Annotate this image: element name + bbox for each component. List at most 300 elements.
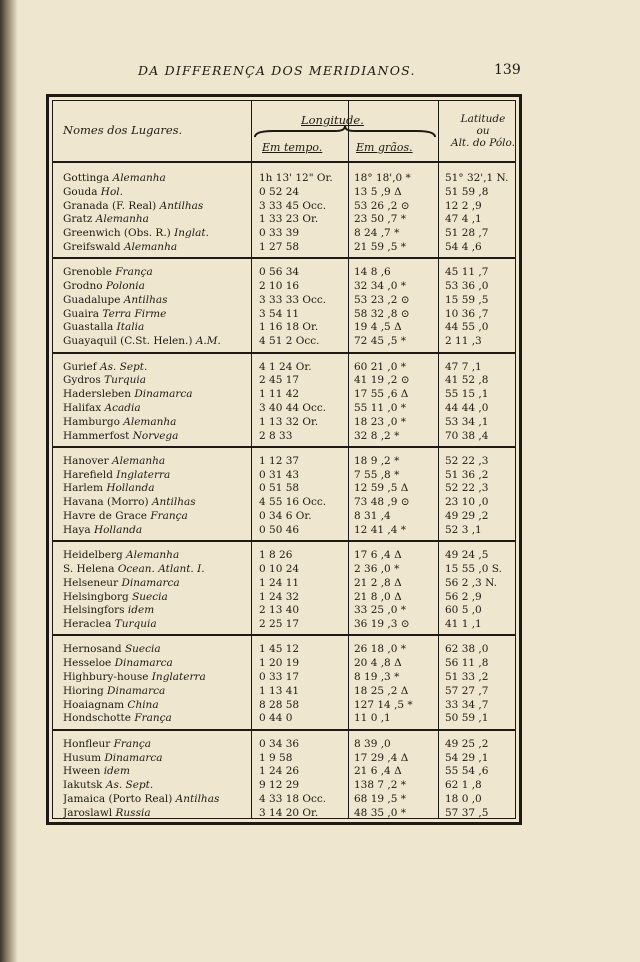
longitude-degrees-cell: 17 6 ,4 Δ <box>354 549 402 562</box>
longitude-degrees-cell: 14 8 ,6 <box>354 266 391 279</box>
longitude-degrees-cell: 36 19 ,3 ⊙ <box>354 618 410 631</box>
table-row <box>53 171 515 185</box>
place-cell <box>63 495 251 509</box>
longitude-degrees-cell: 72 45 ,5 * <box>354 335 407 348</box>
longitude-degrees-cell: 53 26 ,2 ⊙ <box>354 199 410 212</box>
table-row <box>53 212 515 226</box>
place-name: Highbury-house <box>63 671 149 684</box>
longitude-degrees-cell: 12 41 ,4 * <box>354 523 407 536</box>
longitude-degrees-cell: 18 23 ,0 * <box>354 415 407 428</box>
longitude-degrees-cell: 32 34 ,0 * <box>354 280 407 293</box>
place-name: Guastalla <box>63 321 114 334</box>
table-row <box>53 373 515 387</box>
place-region: Alemanha <box>123 415 177 428</box>
longitude-time-cell: 0 51 58 <box>259 482 300 495</box>
row-group <box>53 448 515 542</box>
place-region: França <box>113 737 152 750</box>
longitude-time-cell: 1h 13' 12" Or. <box>259 172 333 184</box>
latitude-cell: 55 15 ,1 <box>445 388 489 401</box>
place-name: Grenoble <box>63 266 112 279</box>
place-region: Alemanha <box>95 213 149 226</box>
latitude-cell: 49 29 ,2 <box>445 510 489 523</box>
table-row <box>53 240 515 254</box>
longitude-degrees-cell: 21 2 ,8 Δ <box>354 576 402 589</box>
table-row <box>53 751 515 765</box>
place-region: As. Sept. <box>105 779 154 792</box>
table-row <box>53 279 515 293</box>
header-latitude-line3: Alt. do Pólo. <box>450 137 515 149</box>
place-name: Hondschotte <box>63 712 131 725</box>
place-cell <box>63 751 251 765</box>
place-cell <box>63 509 251 523</box>
longitude-time-cell: 0 34 36 <box>259 737 300 750</box>
longitude-time-cell: 3 54 11 <box>259 307 300 320</box>
table-row <box>53 523 515 537</box>
longitude-time-cell: 1 20 19 <box>259 657 300 670</box>
longitude-time-cell: 1 16 18 Or. <box>259 321 319 334</box>
place-cell <box>63 320 251 334</box>
place-cell <box>63 334 251 348</box>
longitude-time-cell: 0 52 24 <box>259 185 300 198</box>
longitude-time-cell: 3 40 44 Occ. <box>259 401 327 414</box>
longitude-time-cell: 2 10 16 <box>259 280 300 293</box>
longitude-time-cell: 1 13 32 Or. <box>259 415 319 428</box>
place-region: A.M. <box>195 335 221 348</box>
table-row <box>53 737 515 751</box>
longitude-time-cell: 1 33 23 Or. <box>259 213 319 226</box>
place-cell <box>63 387 251 401</box>
longitude-degrees-cell: 18 25 ,2 Δ <box>354 684 409 697</box>
place-cell <box>63 279 251 293</box>
latitude-cell: 54 4 ,6 <box>445 241 482 253</box>
place-region: Inglaterra <box>116 468 171 481</box>
table-row <box>53 320 515 334</box>
latitude-cell: 56 11 ,8 <box>445 657 489 670</box>
header-rule <box>53 161 515 163</box>
header-latitude-line2: ou <box>476 125 490 137</box>
place-region: China <box>127 698 159 711</box>
longitude-time-cell: 2 45 17 <box>259 374 300 387</box>
latitude-cell: 52 22 ,3 <box>445 482 489 495</box>
place-cell <box>63 603 251 617</box>
place-cell <box>63 373 251 387</box>
table-row <box>53 495 515 509</box>
latitude-cell: 10 36 ,7 <box>445 307 489 320</box>
place-name: Hanover <box>63 454 109 467</box>
latitude-cell: 44 55 ,0 <box>445 321 489 334</box>
longitude-time-cell: 1 9 58 <box>259 751 293 764</box>
place-name: Helsingborg <box>63 590 129 603</box>
table-row <box>53 185 515 199</box>
latitude-cell: 2 11 ,3 <box>445 335 482 348</box>
place-cell <box>63 454 251 468</box>
table-row <box>53 764 515 778</box>
latitude-cell: 23 10 ,0 <box>445 496 489 509</box>
place-name: Hernosand <box>63 643 122 656</box>
place-region: Dinamarca <box>107 684 166 697</box>
longitude-time-cell: 0 10 24 <box>259 562 300 575</box>
latitude-cell: 53 36 ,0 <box>445 280 489 293</box>
row-group <box>53 542 515 636</box>
table-row <box>53 454 515 468</box>
table-row <box>53 307 515 321</box>
header-degrees: Em grãos. <box>356 141 413 154</box>
place-cell <box>63 185 251 199</box>
row-group <box>53 731 515 825</box>
place-region: Inglaterra <box>151 671 206 684</box>
place-name: Havana (Morro) <box>63 496 149 509</box>
latitude-cell: 49 24 ,5 <box>445 549 489 562</box>
place-name: Gratz <box>63 213 93 226</box>
place-region: Ocean. Atlant. I. <box>117 562 205 575</box>
table-row <box>53 792 515 806</box>
table-row <box>53 576 515 590</box>
latitude-cell: 18 0 ,0 <box>445 792 482 805</box>
latitude-cell: 47 7 ,1 <box>445 360 482 373</box>
place-cell <box>63 684 251 698</box>
place-region: Polonia <box>105 280 145 293</box>
table-row <box>53 806 515 820</box>
table-row <box>53 387 515 401</box>
place-name: Hween <box>63 765 101 778</box>
place-region: Turquia <box>104 374 147 387</box>
latitude-cell: 54 29 ,1 <box>445 751 489 764</box>
place-cell <box>63 481 251 495</box>
place-region: Norvega <box>132 429 179 442</box>
table-row <box>53 481 515 495</box>
place-name: Gydros <box>63 374 101 387</box>
longitude-degrees-cell: 68 19 ,5 * <box>354 792 407 805</box>
table-row <box>53 199 515 213</box>
place-name: Heraclea <box>63 618 112 631</box>
longitude-time-cell: 8 28 58 <box>259 698 300 711</box>
place-cell <box>63 617 251 631</box>
header-latitude-line1: Latitude <box>460 113 506 125</box>
longitude-degrees-cell: 53 23 ,2 ⊙ <box>354 293 410 306</box>
place-cell <box>63 265 251 279</box>
page-number: 139 <box>494 62 521 78</box>
table-row <box>53 656 515 670</box>
longitude-time-cell: 4 33 18 Occ. <box>259 792 327 805</box>
longitude-degrees-cell: 48 35 ,0 * <box>354 806 407 819</box>
header-longitude: Longitude. <box>301 113 364 127</box>
place-cell <box>63 656 251 670</box>
longitude-time-cell: 0 56 34 <box>259 266 300 279</box>
longitude-degrees-cell: 21 8 ,0 Δ <box>354 590 402 603</box>
latitude-cell: 45 11 ,7 <box>445 266 489 279</box>
place-cell <box>63 576 251 590</box>
longitude-degrees-cell: 8 24 ,7 * <box>354 227 400 240</box>
latitude-cell: 15 55 ,0 S. <box>445 562 502 575</box>
place-name: S. Helena <box>63 562 115 575</box>
place-cell <box>63 562 251 576</box>
place-cell <box>63 548 251 562</box>
latitude-cell: 53 34 ,1 <box>445 415 489 428</box>
row-group <box>53 165 515 259</box>
longitude-time-cell: 1 13 41 <box>259 684 300 697</box>
place-name: Guayaquil (C.St. Helen.) <box>63 335 193 348</box>
latitude-cell: 57 27 ,7 <box>445 684 489 697</box>
longitude-time-cell: 0 31 43 <box>259 468 300 481</box>
place-name: Helsingfors <box>63 604 125 617</box>
place-name: Iakutsk <box>63 779 103 792</box>
longitude-degrees-cell: 23 50 ,7 * <box>354 213 407 226</box>
place-cell <box>63 806 251 820</box>
longitude-degrees-cell: 41 19 ,2 ⊙ <box>354 374 410 387</box>
place-name: Gurief <box>63 360 97 373</box>
place-cell <box>63 590 251 604</box>
longitude-degrees-cell: 58 32 ,8 ⊙ <box>354 307 410 320</box>
place-region: Alemanha <box>112 172 166 184</box>
place-region: Suecia <box>124 643 161 656</box>
place-cell <box>63 523 251 537</box>
longitude-degrees-cell: 17 29 ,4 Δ <box>354 751 409 764</box>
place-region: Antilhas <box>123 293 168 306</box>
place-cell <box>63 429 251 443</box>
place-region: França <box>150 510 188 523</box>
latitude-cell: 52 22 ,3 <box>445 454 489 467</box>
table-row <box>53 711 515 725</box>
table-row <box>53 617 515 631</box>
place-region: Hol. <box>100 185 123 198</box>
place-region: idem <box>103 765 130 778</box>
place-name: Harefield <box>63 468 113 481</box>
latitude-cell: 70 38 ,4 <box>445 429 489 442</box>
meridian-table <box>46 94 522 825</box>
place-name: Hammerfost <box>63 429 130 442</box>
place-cell <box>63 698 251 712</box>
longitude-degrees-cell: 2 36 ,0 * <box>354 562 400 575</box>
table-row <box>53 509 515 523</box>
place-cell <box>63 360 251 374</box>
longitude-degrees-cell: 60 21 ,0 * <box>354 360 407 373</box>
longitude-degrees-cell: 7 55 ,8 * <box>354 468 400 481</box>
latitude-cell: 44 44 ,0 <box>445 401 489 414</box>
longitude-time-cell: 3 33 33 Occ. <box>259 293 327 306</box>
place-region: Antilhas <box>151 496 196 509</box>
longitude-time-cell: 1 45 12 <box>259 643 300 656</box>
place-name: Guadalupe <box>63 293 121 306</box>
place-region: Hollanda <box>106 482 155 495</box>
longitude-time-cell: 4 55 16 Occ. <box>259 496 327 509</box>
place-region: Inglat. <box>174 227 209 240</box>
place-name: Heidelberg <box>63 549 123 562</box>
table-row <box>53 293 515 307</box>
table-row <box>53 334 515 348</box>
latitude-cell: 51° 32',1 N. <box>445 172 509 184</box>
longitude-degrees-cell: 12 59 ,5 Δ <box>354 482 409 495</box>
latitude-cell: 62 38 ,0 <box>445 643 489 656</box>
longitude-degrees-cell: 18 9 ,2 * <box>354 454 400 467</box>
place-cell <box>63 764 251 778</box>
longitude-degrees-cell: 73 48 ,9 ⊙ <box>354 496 410 509</box>
place-region: Dinamarca <box>134 388 193 401</box>
latitude-cell: 49 25 ,2 <box>445 737 489 750</box>
latitude-cell: 57 37 ,5 <box>445 806 489 819</box>
longitude-degrees-cell: 20 4 ,8 Δ <box>354 657 402 670</box>
longitude-time-cell: 2 13 40 <box>259 604 300 617</box>
longitude-degrees-cell: 21 6 ,4 Δ <box>354 765 402 778</box>
place-name: Harlem <box>63 482 103 495</box>
longitude-brace <box>253 125 437 139</box>
longitude-degrees-cell: 8 31 ,4 <box>354 510 391 523</box>
place-cell <box>63 293 251 307</box>
latitude-cell: 60 5 ,0 <box>445 604 482 617</box>
place-region: idem <box>127 604 155 617</box>
latitude-cell: 62 1 ,8 <box>445 779 482 792</box>
longitude-time-cell: 1 8 26 <box>259 549 293 562</box>
place-region: Dinamarca <box>121 576 180 589</box>
place-region: Alemanha <box>126 549 180 562</box>
table-row <box>53 360 515 374</box>
place-region: França <box>134 712 172 725</box>
longitude-time-cell: 1 24 32 <box>259 590 300 603</box>
place-name: Granada (F. Real) <box>63 199 157 212</box>
place-region: Russia <box>115 806 151 819</box>
longitude-degrees-cell: 17 55 ,6 Δ <box>354 388 409 401</box>
row-group <box>53 354 515 448</box>
place-name: Greenwich (Obs. R.) <box>63 227 171 240</box>
table-row <box>53 415 515 429</box>
latitude-cell: 55 54 ,6 <box>445 765 489 778</box>
place-name: Hioring <box>63 684 104 697</box>
longitude-time-cell: 4 1 24 Or. <box>259 360 312 373</box>
longitude-time-cell: 2 8 33 <box>259 429 293 442</box>
place-name: Hamburgo <box>63 415 120 428</box>
place-cell <box>63 642 251 656</box>
longitude-time-cell: 0 50 46 <box>259 523 300 536</box>
table-row <box>53 265 515 279</box>
latitude-cell: 51 36 ,2 <box>445 468 489 481</box>
latitude-cell: 41 52 ,8 <box>445 374 489 387</box>
running-head: DA DIFFERENÇA DOS MERIDIANOS. <box>138 63 416 78</box>
latitude-cell: 51 33 ,2 <box>445 671 489 684</box>
place-region: Antilhas <box>159 199 204 212</box>
longitude-degrees-cell: 18° 18',0 * <box>354 172 411 184</box>
latitude-cell: 52 3 ,1 <box>445 523 482 536</box>
place-cell <box>63 711 251 725</box>
longitude-degrees-cell: 8 39 ,0 <box>354 737 391 750</box>
table-row <box>53 548 515 562</box>
latitude-cell: 51 28 ,7 <box>445 227 489 240</box>
longitude-degrees-cell: 21 59 ,5 * <box>354 241 407 253</box>
table-row <box>53 684 515 698</box>
longitude-degrees-cell: 55 11 ,0 * <box>354 401 407 414</box>
place-cell <box>63 240 251 254</box>
place-cell <box>63 737 251 751</box>
longitude-degrees-cell: 26 18 ,0 * <box>354 643 407 656</box>
table-row <box>53 401 515 415</box>
latitude-cell: 56 2 ,9 <box>445 590 482 603</box>
place-cell <box>63 778 251 792</box>
place-region: Alemanha <box>112 454 166 467</box>
place-name: Gouda <box>63 185 98 198</box>
header-time: Em tempo. <box>262 141 323 154</box>
place-name: Honfleur <box>63 737 111 750</box>
place-cell <box>63 307 251 321</box>
latitude-cell: 33 34 ,7 <box>445 698 489 711</box>
place-name: Hadersleben <box>63 388 132 401</box>
place-name: Greifswald <box>63 241 121 253</box>
table-row <box>53 642 515 656</box>
place-cell <box>63 401 251 415</box>
longitude-time-cell: 1 24 26 <box>259 765 300 778</box>
place-name: Hesseloe <box>63 657 112 670</box>
place-cell <box>63 212 251 226</box>
longitude-degrees-cell: 32 8 ,2 * <box>354 429 400 442</box>
place-region: Antilhas <box>175 792 220 805</box>
place-region: Alemanha <box>123 241 178 253</box>
table-row <box>53 468 515 482</box>
place-name: Hoaiagnam <box>63 698 125 711</box>
place-cell <box>63 199 251 213</box>
table-body <box>53 165 515 825</box>
place-name: Jaroslawl <box>63 806 113 819</box>
longitude-time-cell: 3 33 45 Occ. <box>259 199 327 212</box>
table-inner-border <box>52 100 516 819</box>
place-name: Husum <box>63 751 102 764</box>
longitude-degrees-cell: 11 0 ,1 <box>354 712 391 725</box>
table-row <box>53 778 515 792</box>
place-name: Haya <box>63 523 91 536</box>
longitude-degrees-cell: 138 7 ,2 * <box>354 779 407 792</box>
table-row <box>53 698 515 712</box>
table-row <box>53 562 515 576</box>
place-cell <box>63 792 251 806</box>
place-region: Hollanda <box>93 523 143 536</box>
longitude-degrees-cell: 13 5 ,9 Δ <box>354 185 402 198</box>
latitude-cell: 41 1 ,1 <box>445 618 482 631</box>
longitude-time-cell: 2 25 17 <box>259 618 300 631</box>
latitude-cell: 47 4 ,1 <box>445 213 482 226</box>
place-cell <box>63 226 251 240</box>
place-name: Havre de Grace <box>63 510 147 523</box>
table-row <box>53 429 515 443</box>
place-name: Grodno <box>63 280 103 293</box>
longitude-time-cell: 1 27 58 <box>259 241 300 253</box>
place-region: França <box>115 266 153 279</box>
place-region: Dinamarca <box>104 751 163 764</box>
place-cell <box>63 670 251 684</box>
longitude-degrees-cell: 19 4 ,5 Δ <box>354 321 402 334</box>
longitude-time-cell: 1 12 37 <box>259 454 300 467</box>
longitude-time-cell: 9 12 29 <box>259 779 300 792</box>
header-places: Nomes dos Lugares. <box>63 123 183 137</box>
longitude-time-cell: 0 33 39 <box>259 227 300 240</box>
table-row <box>53 226 515 240</box>
table-row <box>53 603 515 617</box>
longitude-time-cell: 1 11 42 <box>259 388 300 401</box>
latitude-cell: 12 2 ,9 <box>445 199 482 212</box>
place-name: Halifax <box>63 401 102 414</box>
header-latitude <box>442 113 524 149</box>
place-name: Helseneur <box>63 576 119 589</box>
row-group <box>53 636 515 730</box>
place-name: Jamaica (Porto Real) <box>63 792 173 805</box>
place-name: Gottinga <box>63 172 110 184</box>
longitude-degrees-cell: 33 25 ,0 * <box>354 604 407 617</box>
place-cell <box>63 171 251 185</box>
longitude-time-cell: 0 33 17 <box>259 671 300 684</box>
table-row <box>53 590 515 604</box>
place-region: Suecia <box>132 590 168 603</box>
longitude-time-cell: 0 44 0 <box>259 712 293 725</box>
longitude-time-cell: 3 14 20 Or. <box>259 806 319 819</box>
place-region: Dinamarca <box>114 657 173 670</box>
place-region: As. Sept. <box>99 360 148 373</box>
row-group <box>53 259 515 353</box>
latitude-cell: 50 59 ,1 <box>445 712 489 725</box>
